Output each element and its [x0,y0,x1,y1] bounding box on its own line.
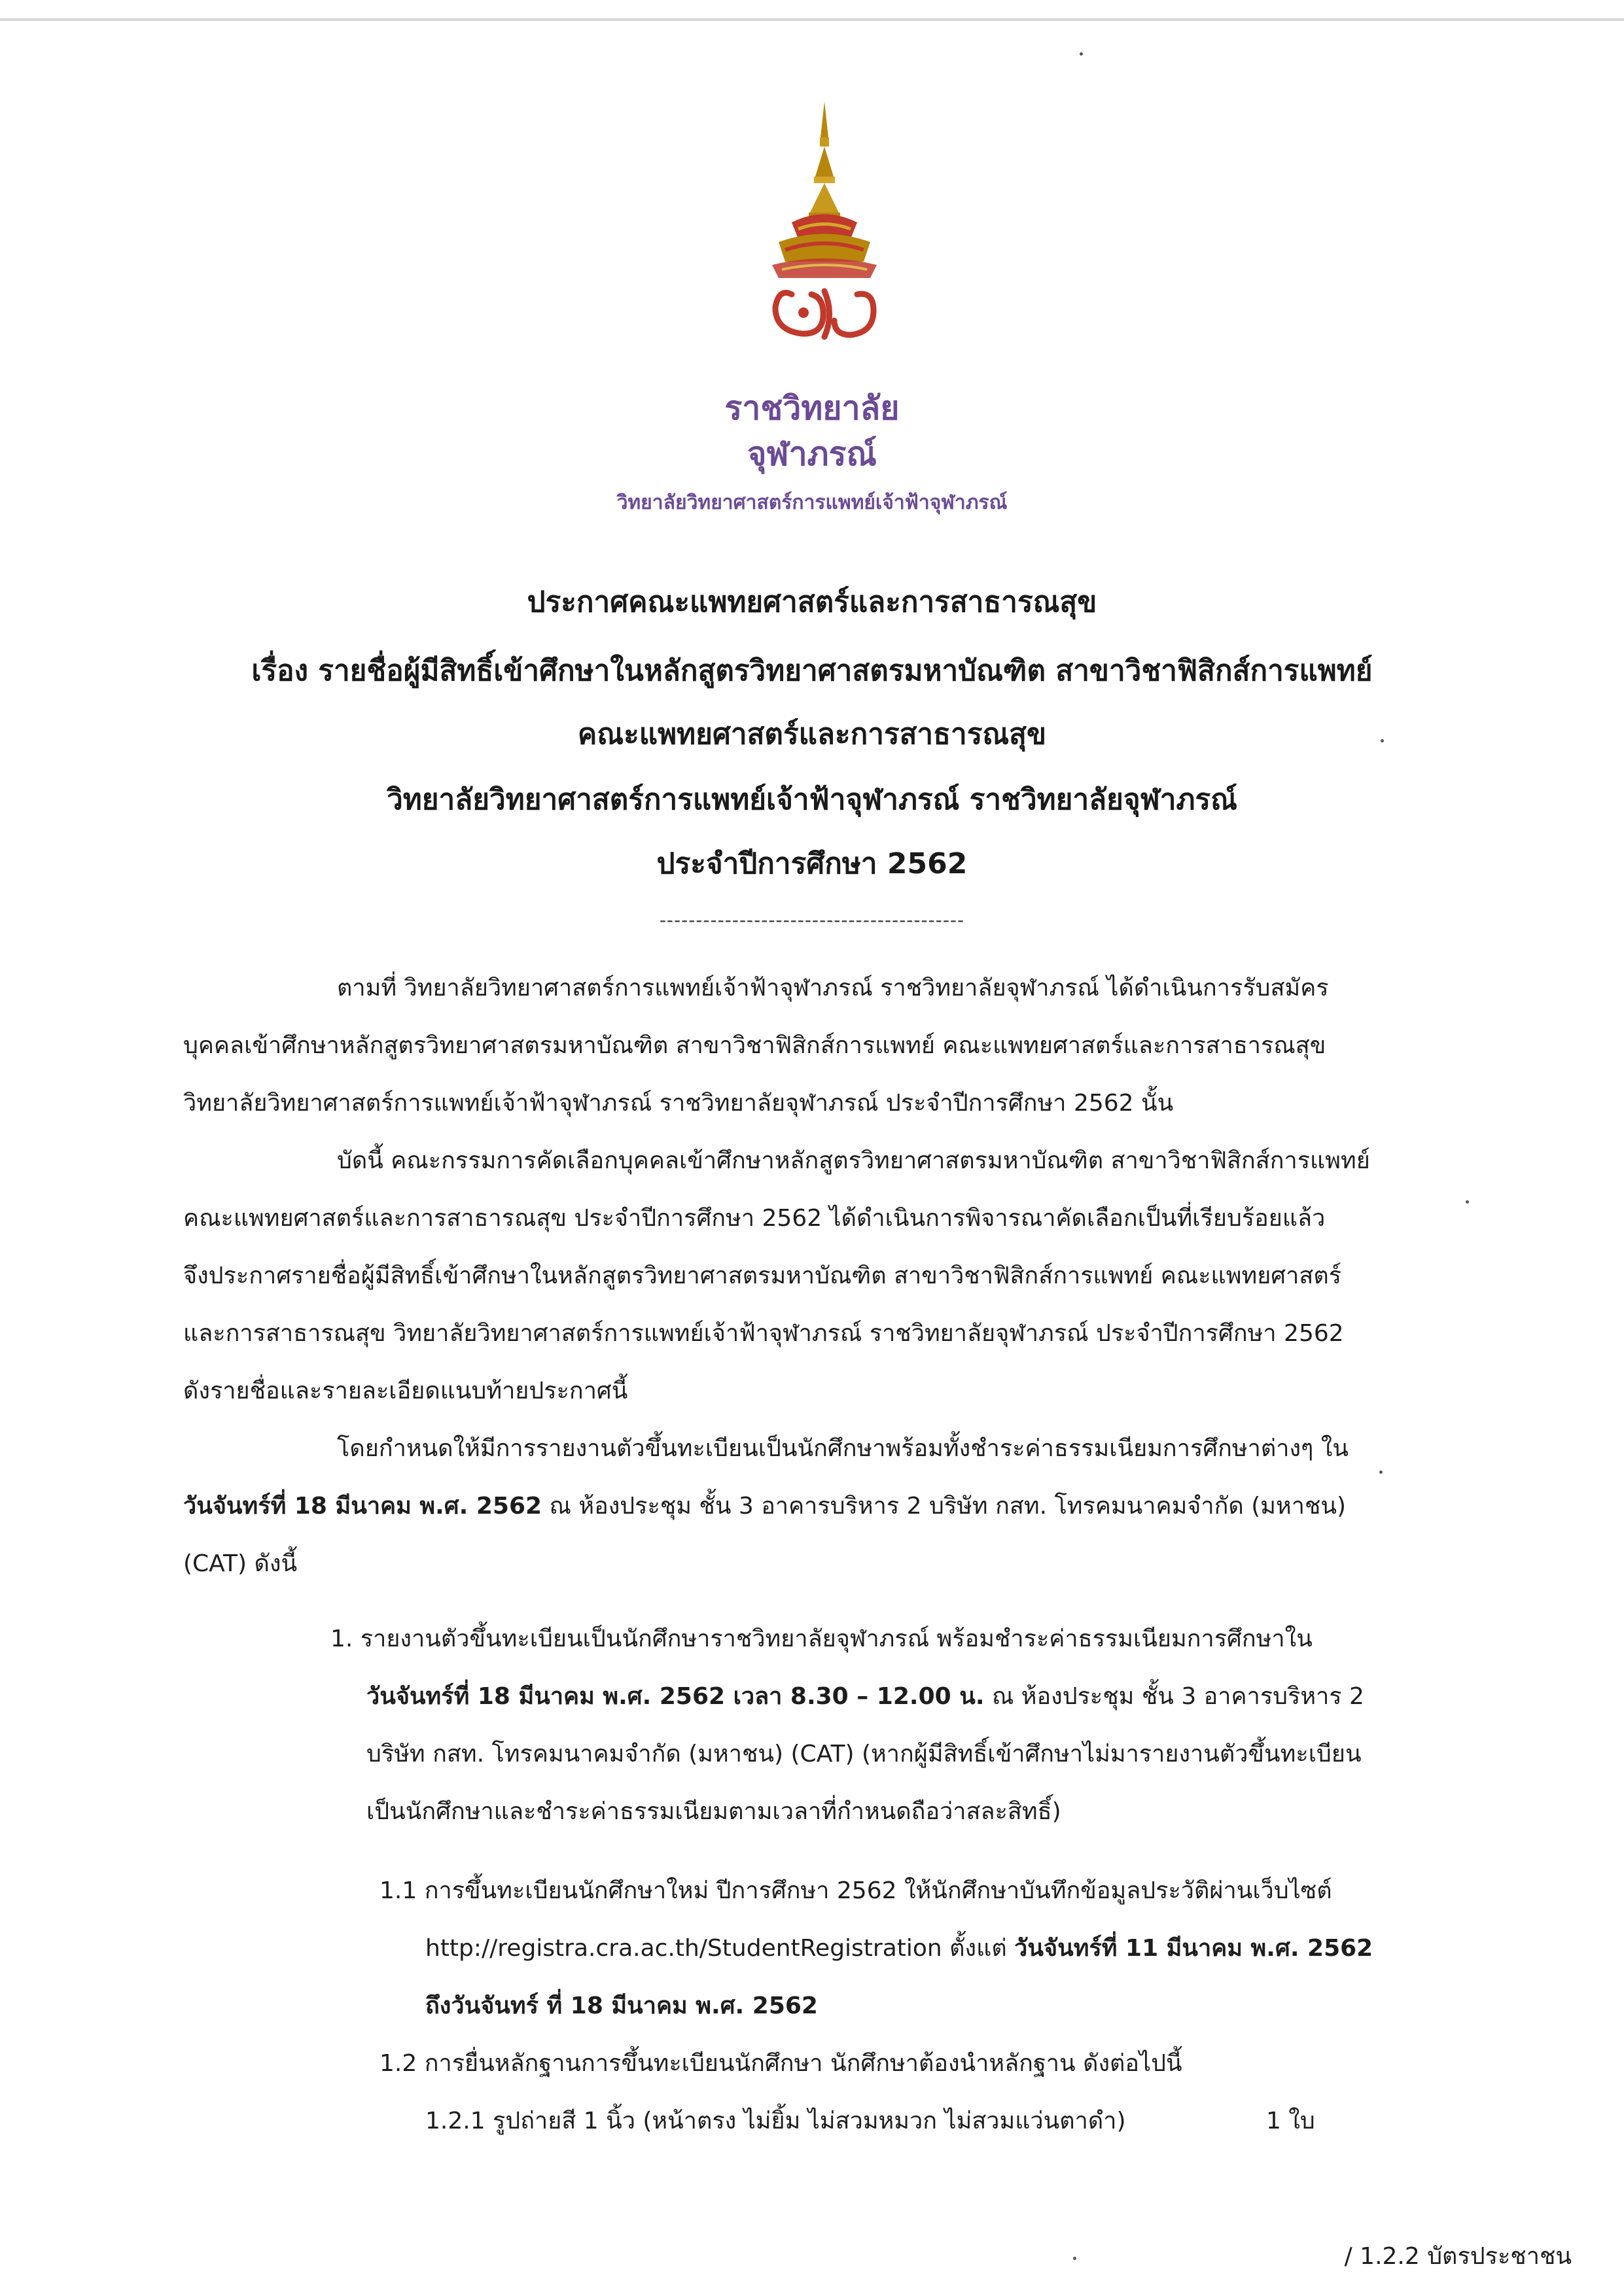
p1-line3: วิทยาลัยวิทยาศาสตร์การแพทย์เจ้าฟ้าจุฬาภรณ์ ราชวิทยาลัยจุฬาภรณ์ ประจำปีการศึกษา 2562 นั้น [183,1090,1174,1117]
p3-date-bold: วันจันทร์ที่ 18 มีนาคม พ.ศ. 2562 [183,1493,542,1520]
p3-line1: โดยกำหนดให้มีการรายงานตัวขึ้นทะเบียนเป็นนักศึกษาพร้อมทั้งชำระค่าธรรมเนียมการศึกษาต่างๆ ใน [337,1435,1349,1462]
announcement-title-line4: วิทยาลัยวิทยาศาสตร์การแพทย์เจ้าฟ้าจุฬาภรณ์ ราชวิทยาลัยจุฬาภรณ์ [387,783,1237,816]
item11-line1: 1.1 การขึ้นทะเบียนนักศึกษาใหม่ ปีการศึกษา 2562 ให้นักศึกษาบันทึกข้อมูลประวัติผ่านเว็บไซต์ [380,1877,1332,1904]
registration-url: http://registra.cra.ac.th/StudentRegistration ตั้งแต่ [425,1935,1015,1962]
announcement-title-line1: ประกาศคณะแพทยศาสตร์และการสาธารณสุข [527,585,1097,619]
p3-line2 [183,1489,1346,1523]
item1-line2 [366,1680,1364,1714]
item1-date-bold: วันจันทร์ที่ 18 มีนาคม พ.ศ. 2562 เวลา 8.30 – 12.00 น. [366,1683,985,1710]
announcement-title-line3: คณะแพทยศาสตร์และการสาธารณสุข [577,718,1047,751]
next-page-reference: / 1.2.2 บัตรประชาชน [1344,2243,1572,2270]
royal-crown-emblem-icon [746,98,903,357]
p1-line2: บุคคลเข้าศึกษาหลักสูตรวิทยาศาสตรมหาบัณฑิต สาขาวิชาฟิสิกส์การแพทย์ คณะแพทยศาสตร์และการสาธารณสุข [183,1032,1326,1059]
announcement-title-line5: ประจำปีการศึกษา 2562 [656,847,968,880]
item121-qty: 1 ใบ [1266,2108,1315,2134]
p3-venue: ณ ห้องประชุม ชั้น 3 อาคารบริหาร 2 บริษัท กสท. โทรคมนาคมจำกัด (มหาชน) [542,1493,1347,1520]
title-divider: ------------------------------------------ [659,909,965,931]
org-name-line2: จุฬาภรณ์ [747,435,877,473]
p2-line4: และการสาธารณสุข วิทยาลัยวิทยาศาสตร์การแพทย์เจ้าฟ้าจุฬาภรณ์ ราชวิทยาลัยจุฬาภรณ์ ประจำปีการศึกษา 2562 [183,1320,1344,1347]
p1-line1: ตามที่ วิทยาลัยวิทยาศาสตร์การแพทย์เจ้าฟ้าจุฬาภรณ์ ราชวิทยาลัยจุฬาภรณ์ ได้ดำเนินการรับสมัคร [337,975,1329,1001]
item1-line3: บริษัท กสท. โทรคมนาคมจำกัด (มหาชน) (CAT) (หากผู้มีสิทธิ์เข้าศึกษาไม่มารายงานตัวขึ้นทะเบียน [366,1741,1362,1767]
scan-speck [1466,1200,1469,1204]
org-name-line1: ราชวิทยาลัย [724,389,900,427]
scan-speck [1381,739,1384,742]
item1-line1: 1. รายงานตัวขึ้นทะเบียนเป็นนักศึกษาราชวิทยาลัยจุฬาภรณ์ พร้อมชำระค่าธรรมเนียมการศึกษาใน [330,1626,1313,1652]
item11-start-date: วันจันทร์ที่ 11 มีนาคม พ.ศ. 2562 [1014,1935,1373,1962]
p3-line3: (CAT) ดังนี้ [183,1550,298,1577]
item11-end-date: ถึงวันจันทร์ ที่ 18 มีนาคม พ.ศ. 2562 [425,1992,818,2019]
item1-venue: ณ ห้องประชุม ชั้น 3 อาคารบริหาร 2 [984,1683,1364,1710]
p2-line2: คณะแพทยศาสตร์และการสาธารณสุข ประจำปีการศึกษา 2562 ได้ดำเนินการพิจารณาคัดเลือกเป็นที่เรียบร้อยแล้ว [183,1205,1326,1232]
p2-line5: ดังรายชื่อและรายละเอียดแนบท้ายประกาศนี้ [183,1378,628,1404]
item12-line1: 1.2 การยื่นหลักฐานการขึ้นทะเบียนนักศึกษา นักศึกษาต้องนำหลักฐาน ดังต่อไปนี้ [380,2050,1182,2077]
scan-speck [1379,1470,1383,1474]
college-name: วิทยาลัยวิทยาศาสตร์การแพทย์เจ้าฟ้าจุฬาภรณ์ [616,491,1008,514]
scan-speck [1073,2257,1076,2260]
scan-top-edge [0,18,1624,21]
item121-text: 1.2.1 รูปถ่ายสี 1 นิ้ว (หน้าตรง ไม่ยิ้ม ไม่สวมหมวก ไม่สวมแว่นตาดำ) [425,2108,1126,2134]
item11-line2 [425,1932,1373,1966]
announcement-title-line2: เรื่อง รายชื่อผู้มีสิทธิ์เข้าศึกษาในหลักสูตรวิทยาศาสตรมหาบัณฑิต สาขาวิชาฟิสิกส์การแพทย์ [251,654,1373,687]
p2-line1: บัดนี้ คณะกรรมการคัดเลือกบุคคลเข้าศึกษาหลักสูตรวิทยาศาสตรมหาบัณฑิต สาขาวิชาฟิสิกส์การแพทย์ [337,1147,1370,1174]
scan-speck [1080,52,1083,56]
item1-line4: เป็นนักศึกษาและชำระค่าธรรมเนียมตามเวลาที่กำหนดถือว่าสละสิทธิ์) [366,1798,1061,1825]
p2-line3: จึงประกาศรายชื่อผู้มีสิทธิ์เข้าศึกษาในหลักสูตรวิทยาศาสตรมหาบัณฑิต สาขาวิชาฟิสิกส์การแพทย์ คณะแพทยศาสตร์ [183,1262,1342,1289]
